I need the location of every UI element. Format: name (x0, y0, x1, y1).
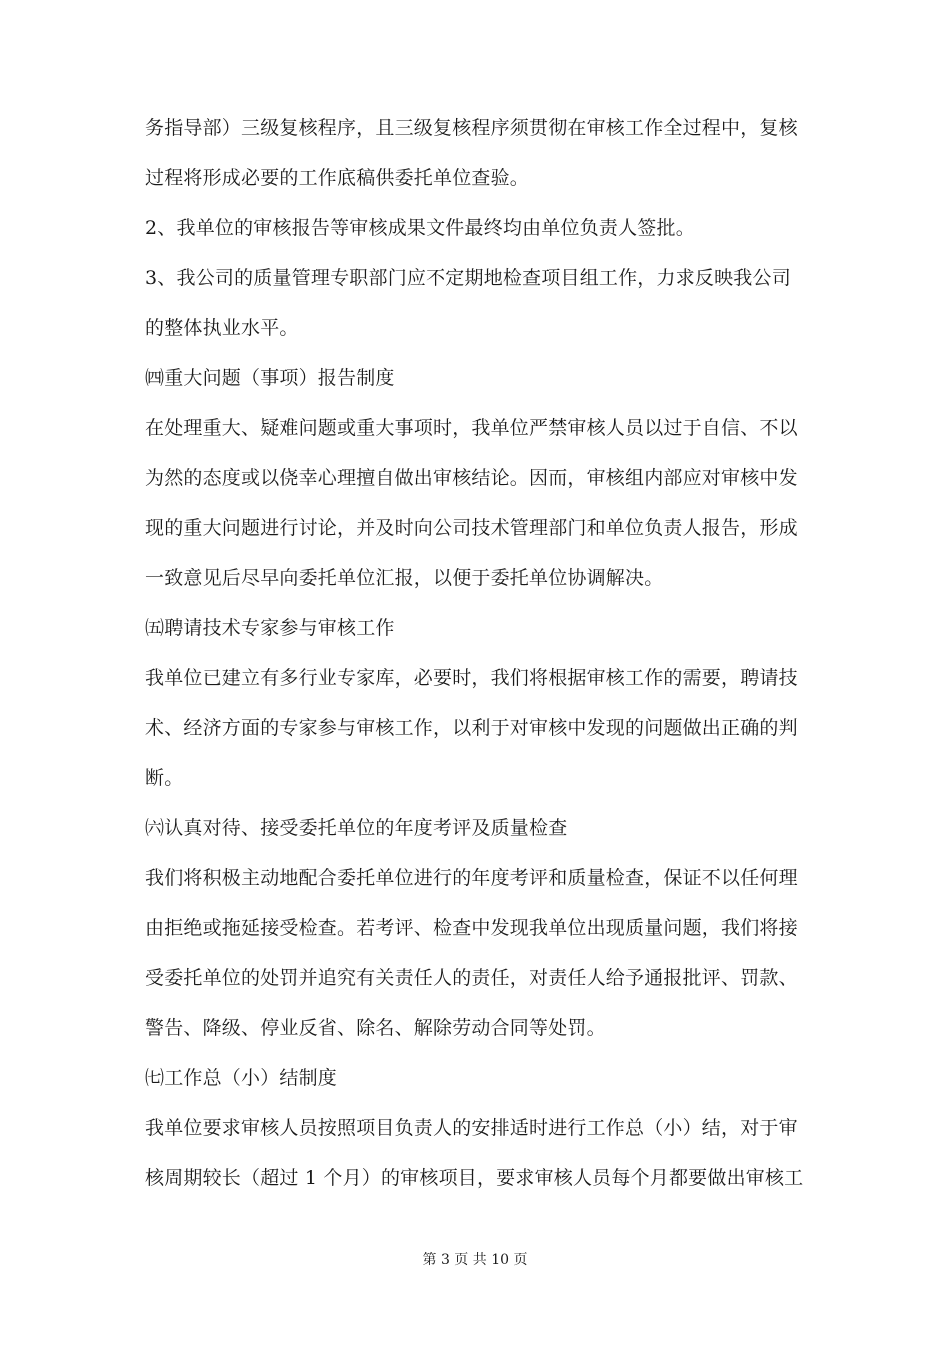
section-heading: ㈤聘请技术专家参与审核工作 (145, 617, 395, 639)
text-line: 由拒绝或拖延接受检查。若考评、检查中发现我单位出现质量问题，我们将接 (145, 917, 798, 939)
text-line: 断。 (145, 767, 184, 789)
text-line: 受委托单位的处罚并追究有关责任人的责任，对责任人给予通报批评、罚款、 (145, 967, 798, 989)
section-heading: ㈥认真对待、接受委托单位的年度考评及质量检查 (145, 817, 568, 839)
text-line: 核周期较长（超过 1 个月）的审核项目，要求审核人员每个月都要做出审核工 (145, 1167, 804, 1189)
section-heading: ㈣重大问题（事项）报告制度 (145, 367, 395, 389)
text-line: 现的重大问题进行讨论，并及时向公司技术管理部门和单位负责人报告，形成 (145, 517, 798, 539)
text-line: 在处理重大、疑难问题或重大事项时，我单位严禁审核人员以过于自信、不以 (145, 417, 798, 439)
section-heading: ㈦工作总（小）结制度 (145, 1067, 338, 1089)
text-line: 警告、降级、停业反省、除名、解除劳动合同等处罚。 (145, 1017, 606, 1039)
text-line: 术、经济方面的专家参与审核工作，以利于对审核中发现的问题做出正确的判 (145, 717, 798, 739)
text-line: 务指导部）三级复核程序，且三级复核程序须贯彻在审核工作全过程中，复核 (145, 117, 798, 139)
text-line: 我们将积极主动地配合委托单位进行的年度考评和质量检查，保证不以任何理 (145, 867, 798, 889)
text-line: 为然的态度或以侥幸心理擅自做出审核结论。因而，审核组内部应对审核中发 (145, 467, 798, 489)
page-number: 第 3 页 共 10 页 (422, 1252, 528, 1268)
text-line: 过程将形成必要的工作底稿供委托单位查验。 (145, 167, 530, 189)
text-line: 2、我单位的审核报告等审核成果文件最终均由单位负责人签批。 (145, 217, 695, 239)
text-line: 一致意见后尽早向委托单位汇报，以便于委托单位协调解决。 (145, 567, 664, 589)
text-line: 的整体执业水平。 (145, 317, 299, 339)
text-line: 我单位已建立有多行业专家库，必要时，我们将根据审核工作的需要，聘请技 (145, 667, 798, 689)
text-line: 3、我公司的质量管理专职部门应不定期地检查项目组工作，力求反映我公司 (145, 267, 791, 289)
text-line: 我单位要求审核人员按照项目负责人的安排适时进行工作总（小）结，对于审 (145, 1117, 798, 1139)
